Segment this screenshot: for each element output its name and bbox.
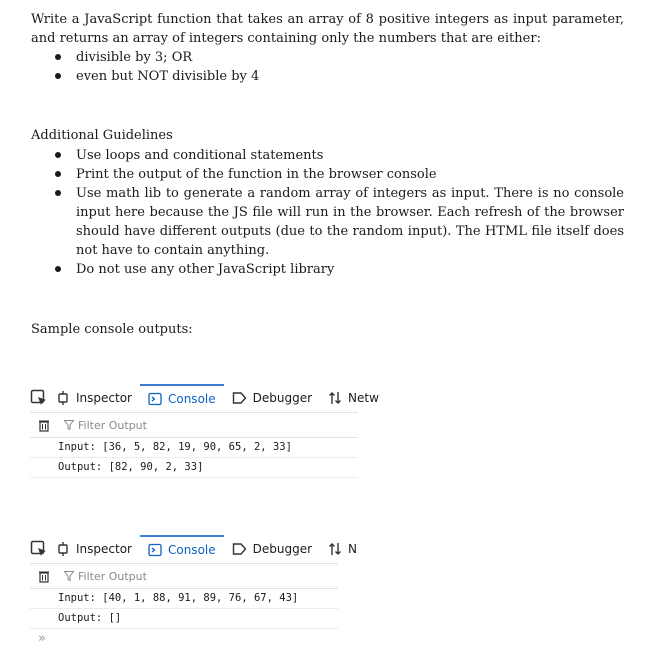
network-icon	[328, 391, 342, 405]
condition-item: even but NOT divisible by 4	[76, 67, 624, 86]
guidelines-heading: Additional Guidelines	[31, 128, 173, 143]
trash-icon[interactable]	[30, 564, 58, 588]
devtools-panel-1	[30, 384, 379, 484]
task-description	[31, 10, 624, 86]
tab-inspector[interactable]	[48, 384, 140, 412]
filter-output-input[interactable]	[64, 570, 147, 583]
devtools-toolbar	[30, 535, 358, 564]
filter-icon	[64, 420, 74, 430]
guideline-item: Use math lib to generate a random array of integers as input. There is no console input here because the JS file will run in the browser. Each refresh of the browser should have different outputs (due to the random input). The HTML file itself does not have to contain anything.	[76, 186, 624, 258]
console-input-line: Input: [40, 1, 88, 91, 89, 76, 67, 43]	[30, 589, 338, 609]
devtools-panel-2	[30, 535, 358, 655]
element-picker-icon[interactable]	[30, 384, 48, 412]
tab-console[interactable]	[140, 535, 224, 563]
tab-debugger[interactable]	[224, 535, 320, 563]
conditions-list	[31, 48, 624, 86]
tab-inspector[interactable]	[48, 535, 140, 563]
tab-network-label: N	[348, 542, 358, 556]
trash-icon[interactable]	[30, 413, 58, 437]
tab-network-label: Netw	[348, 391, 379, 405]
console-output-line: Output: [82, 90, 2, 33]	[30, 458, 358, 478]
filter-placeholder: Filter Output	[78, 418, 147, 432]
tab-network[interactable]	[320, 384, 387, 412]
tab-debugger-label: Debugger	[252, 542, 313, 556]
console-input-line: Input: [36, 5, 82, 19, 90, 65, 2, 33]	[30, 438, 358, 458]
debugger-icon	[232, 391, 247, 405]
filter-placeholder: Filter Output	[78, 569, 147, 583]
guidelines-list	[31, 146, 624, 279]
guideline-item: Do not use any other JavaScript library	[76, 260, 624, 279]
tab-network[interactable]	[320, 535, 365, 563]
guideline-item: Print the output of the function in the browser console	[76, 165, 624, 184]
console-prompt[interactable]: »	[38, 631, 46, 646]
guidelines-section	[31, 146, 624, 279]
tab-debugger-label: Debugger	[252, 391, 313, 405]
task-intro: Write a JavaScript function that takes an array of 8 positive integers as input parameter, and returns an array of integers containing only the numbers that are either:	[31, 12, 624, 46]
inspector-icon	[56, 542, 70, 556]
console-filter-bar	[30, 413, 358, 438]
element-picker-icon[interactable]	[30, 535, 48, 563]
condition-item: divisible by 3; OR	[76, 48, 624, 67]
console-output-line: Output: []	[30, 609, 338, 629]
console-icon	[148, 392, 162, 406]
filter-output-input[interactable]	[64, 419, 147, 432]
devtools-toolbar	[30, 384, 379, 413]
inspector-icon	[56, 391, 70, 405]
filter-icon	[64, 571, 74, 581]
samples-heading: Sample console outputs:	[31, 322, 193, 337]
tab-console-label: Console	[167, 543, 216, 557]
console-icon	[148, 543, 162, 557]
tab-console[interactable]	[140, 384, 224, 412]
network-icon	[328, 542, 342, 556]
console-filter-bar	[30, 564, 338, 589]
tab-console-label: Console	[167, 392, 216, 406]
debugger-icon	[232, 542, 247, 556]
tab-inspector-label: Inspector	[76, 542, 132, 556]
tab-debugger[interactable]	[224, 384, 320, 412]
tab-inspector-label: Inspector	[76, 391, 132, 405]
guideline-item: Use loops and conditional statements	[76, 146, 624, 165]
